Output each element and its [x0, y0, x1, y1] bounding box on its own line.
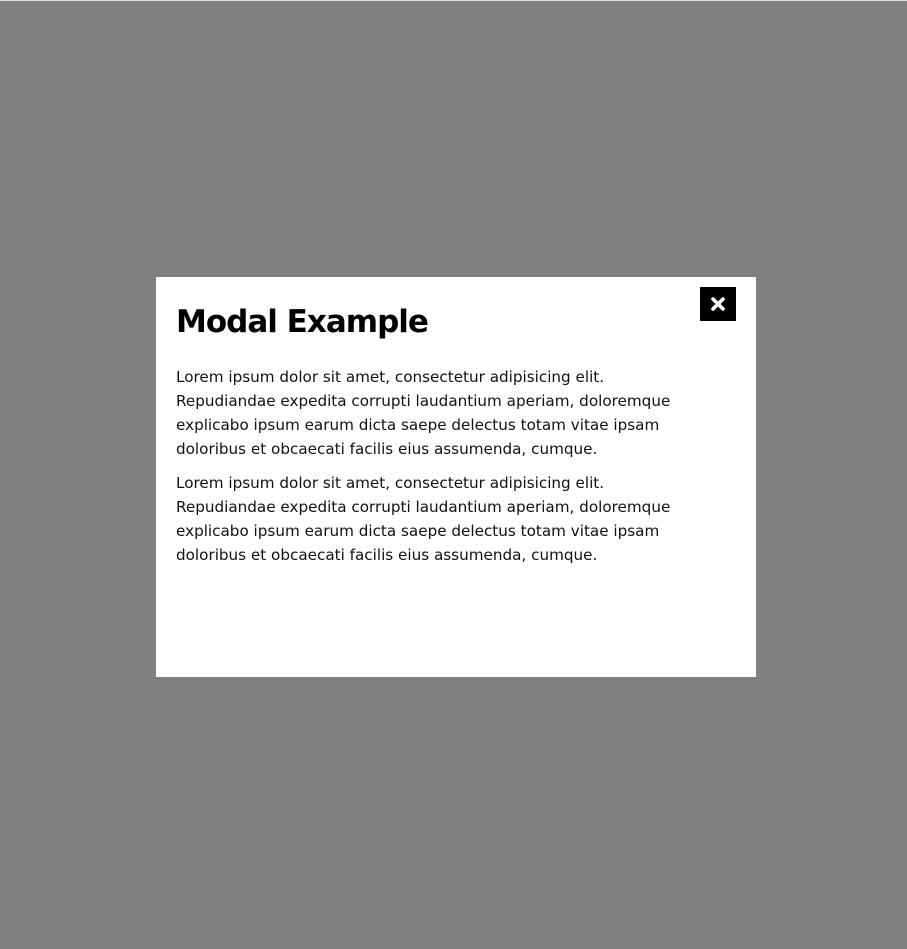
close-button[interactable]	[700, 287, 736, 321]
modal-body	[176, 365, 696, 567]
close-icon	[710, 296, 726, 312]
modal-dialog	[156, 277, 756, 677]
modal-paragraph: Lorem ipsum dolor sit amet, consectetur adipisicing elit. Repudiandae expedita corrupti laudantium aperiam, doloremque explicabo ipsum earum dicta saepe delectus totam vitae ipsam doloribus et obcaecati facilis eius assumenda, cumque.	[176, 368, 671, 458]
modal-title: Modal Example	[176, 304, 428, 340]
modal-paragraph: Lorem ipsum dolor sit amet, consectetur adipisicing elit. Repudiandae expedita corrupti laudantium aperiam, doloremque explicabo ipsum earum dicta saepe delectus totam vitae ipsam doloribus et obcaecati facilis eius assumenda, cumque.	[176, 474, 671, 564]
